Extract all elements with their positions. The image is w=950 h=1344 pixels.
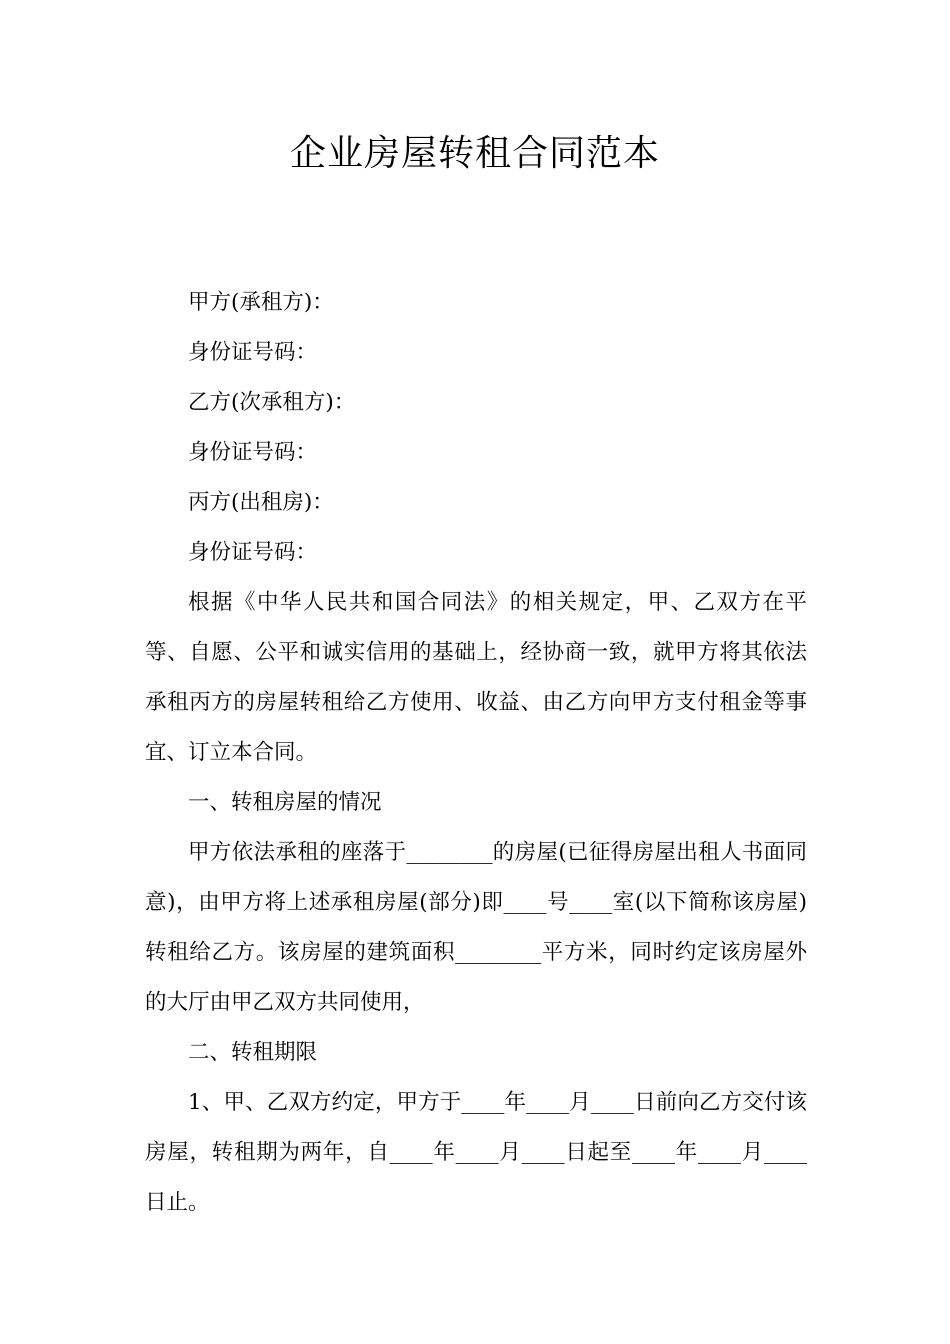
party-a-line: 甲方(承租方)： bbox=[188, 290, 334, 315]
party-c-line: 丙方(出租房)： bbox=[188, 490, 334, 515]
party-b-id-line: 身份证号码： bbox=[188, 440, 318, 465]
document-title: 企业房屋转租合同范本 bbox=[289, 133, 660, 174]
section-2-heading: 二、转租期限 bbox=[188, 1040, 318, 1065]
section-2-paragraph: 1、甲、乙双方约定，甲方于____年____月____日前向乙方交付该房屋，转租期为两年，自____年____月____日起至____年____月____日止。 bbox=[145, 1090, 807, 1215]
party-c-id-line: 身份证号码： bbox=[188, 540, 318, 565]
party-a-id-line: 身份证号码： bbox=[188, 340, 318, 365]
section-1-paragraph: 甲方依法承租的座落于________的房屋(已征得房屋出租人书面同意)，由甲方将上述承租房屋(部分)即____号____室(以下简称该房屋)转租给乙方。该房屋的建筑面积________平方米，同时约定该房屋外的大厅由甲乙双方共同使用， bbox=[145, 840, 807, 1015]
section-1-heading: 一、转租房屋的情况 bbox=[188, 790, 382, 815]
party-b-line: 乙方(次承租方)： bbox=[188, 390, 356, 415]
document-body bbox=[145, 278, 807, 1228]
preamble-paragraph: 根据《中华人民共和国合同法》的相关规定，甲、乙双方在平等、自愿、公平和诚实信用的基础上，经协商一致，就甲方将其依法承租丙方的房屋转租给乙方使用、收益、由乙方向甲方支付租金等事宜、订立本合同。 bbox=[145, 590, 807, 765]
